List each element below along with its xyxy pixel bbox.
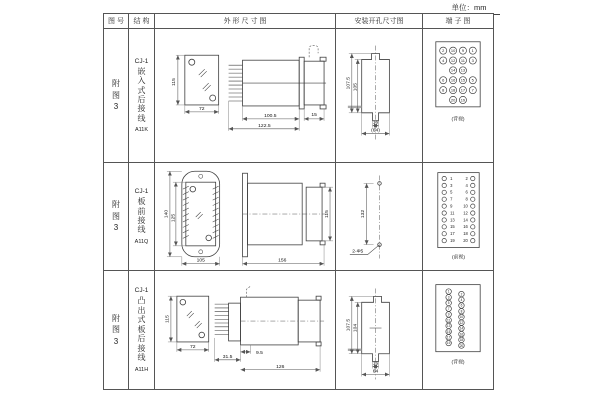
svg-text:6: 6 (465, 189, 468, 195)
svg-text:6: 6 (442, 77, 445, 83)
svg-text:3: 3 (471, 57, 474, 63)
svg-text:2: 2 (460, 292, 463, 297)
svg-text:3: 3 (447, 295, 450, 300)
hole-spec-label: 2-Φ5 (352, 249, 364, 255)
fig-cell-row1 (104, 29, 129, 163)
dim-label-gap: 9.5 (255, 350, 263, 356)
svg-text:17: 17 (450, 230, 455, 236)
svg-text:13: 13 (450, 216, 455, 222)
svg-text:5: 5 (471, 77, 474, 83)
dim-label-cutout-outer: 107.5 (346, 76, 352, 89)
install-cell-row2 (336, 163, 423, 271)
svg-text:20: 20 (459, 343, 464, 348)
svg-text:13: 13 (460, 67, 466, 73)
dim-label-front-width: 105 (196, 258, 205, 264)
svg-text:15: 15 (460, 77, 466, 83)
svg-text:20: 20 (450, 96, 456, 102)
svg-text:14: 14 (459, 326, 464, 331)
dim-label-body-height: 125 (171, 213, 177, 222)
svg-text:4: 4 (460, 298, 463, 303)
dim-label-body-length: 100.5 (264, 113, 277, 119)
dim-label-cutout-width: (64) (371, 128, 380, 134)
svg-text:1: 1 (450, 175, 453, 181)
dim-label-front-width: 72 (190, 344, 196, 350)
series-label: CJ-1 (134, 188, 149, 196)
series-label: CJ-1 (134, 287, 149, 295)
svg-text:13: 13 (446, 324, 451, 329)
fig-cell-row2 (104, 163, 129, 271)
svg-text:3: 3 (450, 182, 453, 188)
outline-cell-row1 (155, 29, 336, 163)
svg-text:17: 17 (460, 86, 466, 92)
dim-label-tab-width: 16 (372, 120, 379, 126)
outline-cell-row3 (155, 271, 336, 390)
svg-text:12: 12 (450, 57, 456, 63)
outline-diagram-a11k (155, 29, 335, 163)
unit-label: 单位：mm (438, 2, 500, 15)
header-structure: 结 构 (129, 14, 155, 29)
svg-text:2: 2 (442, 47, 445, 53)
terminal-diagram-a11h (423, 271, 493, 390)
svg-text:18: 18 (450, 86, 456, 92)
svg-text:17: 17 (446, 335, 451, 340)
svg-text:19: 19 (460, 96, 466, 102)
dim-label-cutout-width: 64 (372, 369, 379, 375)
svg-text:7: 7 (450, 196, 453, 202)
dim-label-rear-depth: 15 (311, 112, 317, 118)
terminal-cell-row3 (423, 271, 494, 390)
svg-text:20: 20 (463, 237, 468, 243)
svg-text:9: 9 (450, 203, 453, 209)
svg-text:8: 8 (460, 309, 463, 314)
install-cell-row3 (336, 271, 423, 390)
svg-text:2: 2 (465, 175, 468, 181)
dim-label-cutout-outer: 107.5 (346, 318, 352, 332)
svg-text:10: 10 (450, 47, 456, 53)
svg-text:8: 8 (442, 86, 445, 92)
svg-text:7: 7 (471, 86, 474, 92)
svg-text:8: 8 (465, 196, 468, 202)
terminal-view-label: (背视) (451, 360, 465, 366)
svg-text:18: 18 (459, 338, 464, 343)
fig-number: 附 图 3 (112, 79, 120, 112)
svg-text:9: 9 (447, 312, 450, 317)
structure-name: 嵌 入 式 后 接 线 (137, 66, 146, 123)
svg-text:7: 7 (447, 306, 450, 311)
svg-text:16: 16 (463, 223, 468, 229)
fig-cell-row3 (104, 271, 129, 390)
dim-label-cutout-inner: 105 (353, 82, 359, 91)
dim-label-side-height: 115 (325, 209, 331, 218)
dim-label-flange-height: 140 (164, 209, 170, 218)
terminal-view-label: (背视) (451, 117, 465, 123)
fig-number: 附 图 3 (112, 313, 120, 346)
svg-text:14: 14 (450, 67, 456, 73)
dim-label-pin-length: 31.5 (222, 354, 233, 360)
svg-text:15: 15 (446, 329, 451, 334)
terminal-pins (440, 47, 477, 103)
svg-text:11: 11 (450, 209, 455, 215)
dim-label-hole-spacing: 132 (361, 209, 367, 218)
header-install-dims: 安装开孔尺寸图 (336, 14, 423, 29)
svg-text:5: 5 (450, 189, 453, 195)
structure-cell-row2 (129, 163, 155, 271)
svg-text:10: 10 (459, 315, 464, 320)
model-code: A11K (134, 127, 149, 134)
dim-label-total-length: 156 (278, 258, 287, 264)
dimension-table (103, 13, 494, 390)
outline-diagram-a11h (155, 271, 335, 390)
terminal-pins (442, 176, 475, 242)
header-outline-dims: 外 形 尺 寸 图 (155, 14, 336, 29)
svg-text:4: 4 (442, 57, 445, 63)
svg-text:6: 6 (460, 303, 463, 308)
terminal-cell-row2 (423, 163, 494, 271)
outline-cell-row2 (155, 163, 336, 271)
svg-text:4: 4 (465, 182, 468, 188)
terminal-pin-numbers (447, 290, 464, 348)
dim-label-cutout-inner: 104 (353, 323, 359, 333)
terminal-pin-numbers (442, 48, 475, 102)
structure-name: 凸 出 式 板 后 接 线 (137, 296, 146, 363)
model-code: A11Q (134, 238, 149, 245)
svg-text:10: 10 (463, 203, 468, 209)
svg-text:11: 11 (460, 57, 465, 63)
structure-name: 板 前 接 线 (137, 197, 146, 235)
svg-text:19: 19 (450, 237, 455, 243)
terminal-diagram-a11k (423, 29, 493, 163)
install-diagram-a11h (336, 271, 422, 390)
svg-text:12: 12 (463, 209, 468, 215)
dim-label-front-height: 115 (171, 77, 177, 86)
header-terminal: 端 子 图 (423, 14, 494, 29)
terminal-pin-numbers (450, 175, 468, 242)
header-fig-no: 图 号 (104, 14, 129, 29)
dim-label-body-length: 126 (276, 364, 285, 370)
terminal-view-label: (前视) (451, 254, 466, 260)
install-cell-row1 (336, 29, 423, 163)
install-diagram-a11q (336, 163, 422, 271)
svg-text:5: 5 (447, 301, 450, 306)
svg-text:11: 11 (447, 318, 451, 323)
dim-label-front-height: 115 (165, 315, 171, 324)
svg-text:1: 1 (471, 47, 474, 53)
svg-text:14: 14 (463, 216, 468, 222)
svg-text:15: 15 (450, 223, 455, 229)
fig-number: 附 图 3 (112, 200, 120, 233)
dim-label-total-length: 122.5 (258, 123, 271, 129)
svg-text:18: 18 (463, 230, 468, 236)
terminal-diagram-a11q (423, 163, 493, 271)
svg-text:16: 16 (459, 332, 464, 337)
dim-label-front-width: 72 (198, 106, 205, 112)
dim-label-tab-width: 16 (372, 361, 379, 367)
terminal-cell-row1 (423, 29, 494, 163)
svg-text:12: 12 (459, 320, 464, 325)
svg-text:16: 16 (450, 77, 456, 83)
svg-text:9: 9 (461, 47, 465, 53)
install-diagram-a11k (336, 29, 422, 163)
structure-cell-row3 (129, 271, 155, 390)
series-label: CJ-1 (134, 57, 149, 65)
structure-cell-row1 (129, 29, 155, 163)
svg-text:19: 19 (446, 341, 451, 346)
outline-diagram-a11q (155, 163, 335, 271)
svg-text:1: 1 (447, 289, 450, 294)
model-code: A11H (134, 366, 149, 373)
